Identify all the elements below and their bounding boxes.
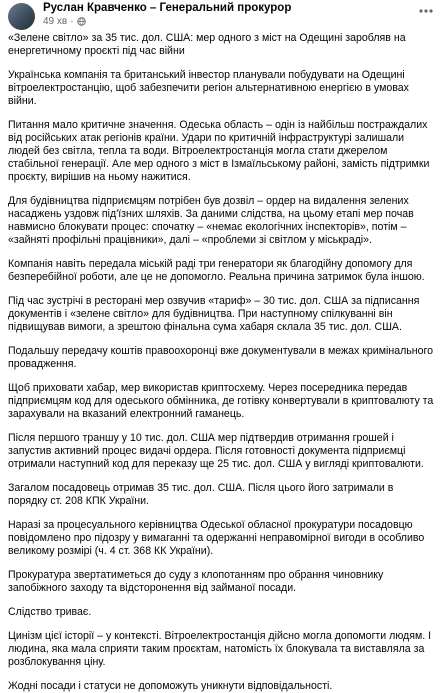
globe-icon: [77, 17, 86, 26]
post-header: [0, 0, 442, 32]
post-paragraph-11: Наразі за процесуального керівництва Одеської обласної прокуратури посадовцю повідомлено про підозру у вимаганні та одержанні неправомірної вигоди в особливо великому розмірі (ч. 4 ст. 368 КК України).: [8, 519, 425, 557]
ellipsis-icon[interactable]: [416, 4, 436, 18]
post-body: [0, 32, 442, 693]
post-paragraph-15: Жодні посади і статуси не допоможуть уникнути відповідальності.: [8, 680, 333, 692]
author-name[interactable]: Руслан Кравченко – Генеральний прокурор: [43, 2, 292, 14]
post-paragraph-9: Після першого траншу у 10 тис. дол. США мер підтвердив отримання грошей і запустив активний процес видачі ордера. Після готовності документа підприємці отримали наступний код для переказу ще 25 тис. дол. США у вигляді криптовалюти.: [8, 432, 424, 470]
post-paragraph-4: Для будівництва підприємцям потрібен був дозвіл – ордер на видалення зелених насаджень уздовж під'їзних шляхів. За даними слідства, на цьому етапі мер почав навмисно блокувати процес: спочатку – «немає екологічних інспекторів», потім – «зайняті профільні працівники», далі – «проблеми зі світлом у міськраді».: [8, 195, 414, 246]
post-paragraph-12: Прокуратура звертатиметься до суду з клопотанням про обрання чиновнику запобіжного заходу та відсторонення від займаної посади.: [8, 569, 384, 594]
post-paragraph-2: Українська компанія та британський інвестор планували побудувати на Одещині вітроелектростанцію, щоб забезпечити регіон альтернативною енергією в умовах війни.: [8, 69, 409, 107]
post-paragraph-6: Під час зустрічі в ресторані мер озвучив «тариф» – 30 тис. дол. США за підписання документів і «зелене світло» для будівництва. При наступному спілкуванні він підвищував вимоги, а зрештою фінальна сума хабаря склала 35 тис. дол. США.: [8, 295, 420, 333]
separator-dot: ·: [70, 16, 74, 27]
post-paragraph-10: Загалом посадовець отримав 35 тис. дол. США. Після цього його затримали в порядку ст. 208 КПК України.: [8, 482, 394, 507]
post-paragraph-5: Компанія навіть передала міській раді три генератори як благодійну допомогу для безперебійної роботи, але це не допомогло. Реальна причина затримок була іншою.: [8, 258, 425, 283]
post-paragraph-3: Питання мало критичне значення. Одеська область – одін із найбільш постраждалих від російських атак регіонів країни. Удари по критичній інфраструктурі залишали людей без світла, тепла та води. Вітроелектростанція могла стати джерелом стабільної генерації. Але мер одного з міст в Ізмаїльському районі, замість підтримки проєкту, вирішив на ньому нажитися.: [8, 119, 430, 183]
post-paragraph-14: Цинізм цієї історії – у контексті. Вітроелектростанція дійсно могла допомогти людям. І людина, яка мала сприяти таким проєктам, натомість їх блокувала та виставляла за розблокування ціну.: [8, 630, 432, 668]
post-paragraph-7: Подальшу передачу коштів правоохоронці вже документували в межах кримінального провадження.: [8, 345, 434, 370]
post-paragraph-13: Слідство триває.: [8, 606, 92, 618]
post-time[interactable]: 49 хв: [43, 16, 68, 27]
post-paragraph-1: «Зелене світло» за 35 тис. дол. США: мер одного з міст на Одещині заробляв на енергетичному проєкті під час війни: [8, 32, 406, 57]
post-subline: [43, 15, 434, 28]
author-avatar[interactable]: [8, 3, 35, 30]
post-paragraph-8: Щоб приховати хабар, мер використав криптосхему. Через посередника передав підприємцям код для одеського обмінника, де готівку конвертували в криптовалюту та зарахували на вказаний електронний гаманець.: [8, 382, 434, 420]
post-meta: [43, 2, 434, 28]
